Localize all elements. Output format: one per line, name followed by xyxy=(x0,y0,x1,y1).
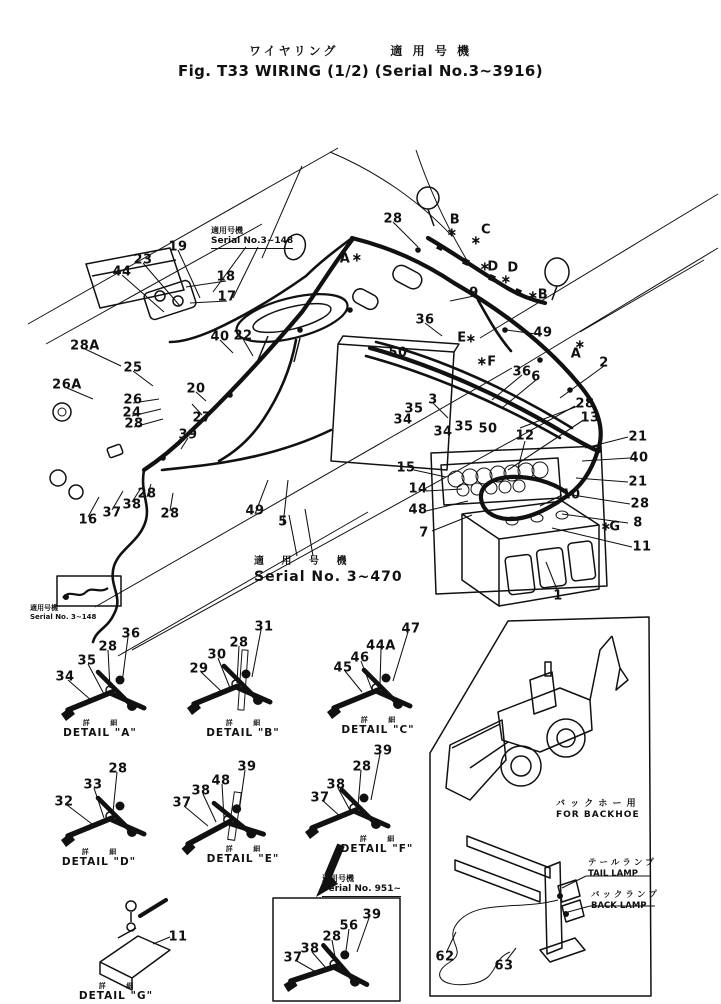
serial-951-box-art xyxy=(273,845,400,1001)
callout-63: 63 xyxy=(494,958,514,974)
back-lamp-label-en: BACK LAMP xyxy=(591,900,647,911)
callout-32: 32 xyxy=(54,794,74,810)
serial-note-951-en: Serial No. 951~ xyxy=(322,884,401,897)
page-title: Fig. T33 WIRING (1/2) (Serial No.3~3916) xyxy=(177,62,544,80)
callout-11: 11 xyxy=(632,539,652,555)
mount-star: ∗ xyxy=(446,225,458,241)
serial-note-bottom-jp: 適 用 号 機 xyxy=(254,556,354,567)
mount-star: ∗ xyxy=(527,288,539,304)
backhoe-label xyxy=(556,799,640,822)
left-serial-box-art xyxy=(57,576,121,606)
callout-45: 45 xyxy=(333,660,353,676)
callout-49: 49 xyxy=(533,325,553,341)
mount-star: ∗ xyxy=(479,259,491,275)
callout-16: 16 xyxy=(78,512,98,528)
mount-star: ∗ xyxy=(470,233,482,249)
detail-caption: 詳 細 DETAIL "C" xyxy=(341,716,415,736)
callout-28: 28 xyxy=(160,506,180,522)
callout-37: 37 xyxy=(283,950,303,966)
callout-39: 39 xyxy=(237,759,257,775)
callout-31: 31 xyxy=(254,619,274,635)
callout-24: 24 xyxy=(122,405,142,421)
callout-29: 29 xyxy=(189,661,209,677)
mount-star: ∗ xyxy=(465,331,477,347)
callout-34: 34 xyxy=(393,412,413,428)
callout-21: 21 xyxy=(628,429,648,445)
detail-caption: 詳 細 DETAIL "F" xyxy=(340,835,414,855)
callout-28: 28 xyxy=(630,496,650,512)
callout-E: E xyxy=(457,330,467,346)
callout-G: G xyxy=(609,519,621,535)
callout-46: 46 xyxy=(350,650,370,666)
mount-star: ∗ xyxy=(574,337,586,353)
callout-38: 38 xyxy=(191,783,211,799)
callout-7: 7 xyxy=(419,525,429,541)
tail-lamp-label xyxy=(588,858,654,879)
callout-6: 6 xyxy=(531,369,541,385)
callout-18: 18 xyxy=(216,269,236,285)
callout-49: 49 xyxy=(245,503,265,519)
serial-note-top xyxy=(211,226,293,249)
callout-36: 36 xyxy=(512,364,532,380)
callout-38: 38 xyxy=(122,497,142,513)
detail-caption: 詳 細 DETAIL "A" xyxy=(63,719,137,739)
callout-48: 48 xyxy=(211,773,231,789)
callout-28: 28 xyxy=(383,211,403,227)
backhoe-label-jp: バ ッ ク ホ ー 用 xyxy=(556,799,637,809)
callout-50: 50 xyxy=(388,345,408,361)
callout-36: 36 xyxy=(415,312,435,328)
callout-B: B xyxy=(537,287,549,303)
callout-C: C xyxy=(480,222,492,238)
callout-37: 37 xyxy=(102,505,122,521)
callout-38: 38 xyxy=(326,777,346,793)
callout-56: 56 xyxy=(339,918,359,934)
callout-28: 28 xyxy=(124,416,144,432)
tail-lamp-label-en: TAIL LAMP xyxy=(588,868,638,879)
mount-star: ∗ xyxy=(600,519,612,535)
callout-34: 34 xyxy=(433,424,453,440)
callout-34: 34 xyxy=(55,669,75,685)
serial-note-top-jp: 適用号機 xyxy=(211,226,243,235)
callout-15: 15 xyxy=(396,460,416,476)
detail-g-art xyxy=(100,900,170,990)
callout-37: 37 xyxy=(310,790,330,806)
callout-50: 50 xyxy=(478,421,498,437)
callout-30: 30 xyxy=(207,647,227,663)
callout-25: 25 xyxy=(123,360,143,376)
callout-3: 3 xyxy=(428,392,438,408)
mount-star: ∗ xyxy=(351,250,363,266)
callout-35: 35 xyxy=(454,419,474,435)
title-jp-left: ワイヤリング xyxy=(249,44,339,58)
callout-33: 33 xyxy=(83,777,103,793)
callout-28A: 28A xyxy=(70,338,100,354)
callout-35: 35 xyxy=(404,401,424,417)
detail-caption: 詳 細 DETAIL "E" xyxy=(206,845,280,865)
callout-19: 19 xyxy=(168,239,188,255)
callout-13: 13 xyxy=(580,410,600,426)
callout-39: 39 xyxy=(373,743,393,759)
serial-note-951-jp: 適用号機 xyxy=(322,874,354,883)
callout-62: 62 xyxy=(435,949,455,965)
detail-caption: 詳 細 DETAIL "D" xyxy=(61,848,137,868)
callout-1: 1 xyxy=(553,588,563,604)
callout-10: 10 xyxy=(561,487,581,503)
serial-note-951 xyxy=(322,874,401,897)
back-lamp-label-jp: バ ッ ク ラ ン プ xyxy=(591,890,657,900)
callout-8: 8 xyxy=(633,515,643,531)
callout-A: A xyxy=(339,251,351,267)
callout-21: 21 xyxy=(628,474,648,490)
callout-40: 40 xyxy=(629,450,649,466)
callout-26A: 26A xyxy=(52,377,82,393)
back-lamp-label xyxy=(591,890,657,911)
callout-12: 12 xyxy=(515,428,535,444)
callout-40: 40 xyxy=(210,329,230,345)
callout-28: 28 xyxy=(98,639,118,655)
callout-28: 28 xyxy=(229,635,249,651)
callout-28: 28 xyxy=(322,929,342,945)
callout-26: 26 xyxy=(123,392,143,408)
callout-D: D xyxy=(487,259,499,275)
callout-20: 20 xyxy=(186,381,206,397)
backhoe-label-en: FOR BACKHOE xyxy=(556,810,640,821)
serial-note-top-en: Serial No.3~148 xyxy=(211,236,293,249)
backhoe-art xyxy=(446,636,628,800)
callout-23: 23 xyxy=(133,252,153,268)
callout-28: 28 xyxy=(108,761,128,777)
callout-F: F xyxy=(487,354,497,370)
callout-28: 28 xyxy=(575,396,595,412)
serial-note-left-en: Serial No. 3~148 xyxy=(30,612,97,621)
serial-note-bottom xyxy=(254,556,403,586)
callout-11: 11 xyxy=(168,929,188,945)
callout-17: 17 xyxy=(217,289,237,305)
callout-D: D xyxy=(507,260,519,276)
callout-5: 5 xyxy=(278,514,288,530)
callout-47: 47 xyxy=(401,621,421,637)
callout-48: 48 xyxy=(408,502,428,518)
serial-note-left-box xyxy=(30,604,96,622)
detail-caption: 詳 細 DETAIL "G" xyxy=(78,982,154,1002)
callout-39: 39 xyxy=(362,907,382,923)
serial-note-left-jp: 適用号機 xyxy=(30,604,58,612)
callout-44: 44 xyxy=(112,264,132,280)
callout-36: 36 xyxy=(121,626,141,642)
mount-star: ∗ xyxy=(476,354,488,370)
callout-B: B xyxy=(449,212,461,228)
callout-35: 35 xyxy=(77,653,97,669)
callout-A: A xyxy=(570,346,582,362)
tail-lamp-label-jp: テ ー ル ラ ン プ xyxy=(588,858,654,868)
detail-caption: 詳 細 DETAIL "B" xyxy=(206,719,280,739)
callout-28: 28 xyxy=(352,759,372,775)
title-jp-right: 適 用 号 機 xyxy=(390,44,472,58)
callout-28: 28 xyxy=(137,486,157,502)
callout-22: 22 xyxy=(233,328,253,344)
serial-note-bottom-en: Serial No. 3~470 xyxy=(254,568,403,585)
callout-9: 9 xyxy=(469,285,479,301)
callout-39: 39 xyxy=(178,427,198,443)
callout-2: 2 xyxy=(599,355,609,371)
callout-27: 27 xyxy=(192,410,212,426)
callout-38: 38 xyxy=(300,941,320,957)
callout-14: 14 xyxy=(408,481,428,497)
callout-37: 37 xyxy=(172,795,192,811)
mount-star: ∗ xyxy=(500,272,512,288)
callout-44A: 44A xyxy=(366,638,396,654)
